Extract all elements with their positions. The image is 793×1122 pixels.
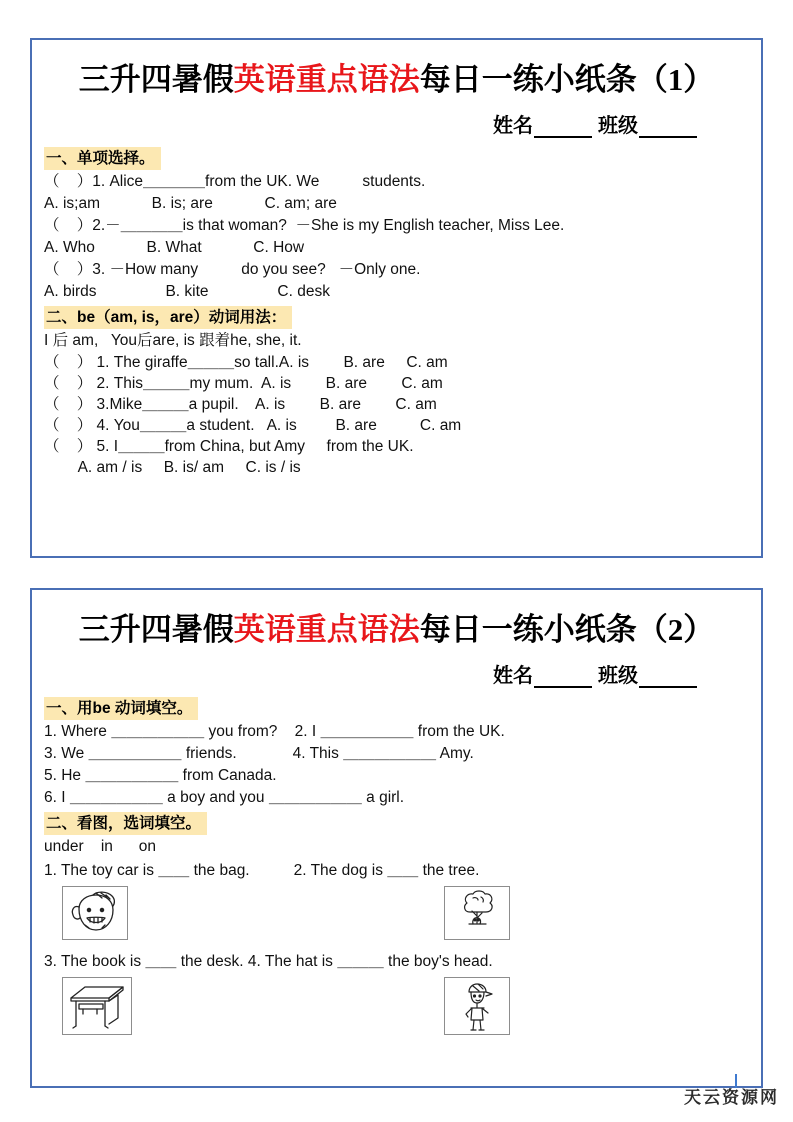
- worksheet-2-title: [44, 604, 749, 649]
- tree-dog-icon: [444, 886, 510, 940]
- section-heading: 二、看图，选词填空。: [44, 812, 207, 835]
- title-highlight: 英语重点语法: [233, 612, 420, 647]
- student-info-row-2: [44, 659, 749, 688]
- question-line: （ ）3. －How many do you see? －Only one.: [44, 261, 421, 278]
- class-label: 班级: [598, 665, 638, 687]
- section-heading: 一、用be 动词填空。: [44, 697, 198, 720]
- name-label: 姓名: [493, 115, 533, 137]
- question-line: （ ） 4. You＿＿＿a student. A. is B. are C. am: [44, 417, 462, 434]
- section-2-2: [44, 809, 749, 1041]
- picture-row-2: [44, 977, 749, 1041]
- question-line: （ ）2.－＿＿＿＿is that woman? －She is my English teacher, Miss Lee.: [44, 217, 565, 234]
- student-info-row-1: [44, 109, 749, 138]
- question-line: （ ） 5. I＿＿＿from China, but Amy from the UK.: [44, 438, 414, 455]
- question-line: A. is;am B. is; are C. am; are: [44, 195, 337, 212]
- name-blank[interactable]: [534, 120, 592, 138]
- name-blank[interactable]: [534, 670, 592, 688]
- picture-row-1: [44, 886, 749, 948]
- worksheet-1-title: [44, 54, 749, 99]
- title-prefix: 三升四暑假: [78, 62, 234, 97]
- section-1-1: [44, 144, 749, 303]
- watermark-text: 天云资源网: [684, 1088, 779, 1107]
- question-line: 1. Where ＿＿＿＿＿＿ you from? 2. I ＿＿＿＿＿＿ from the UK.: [44, 723, 505, 740]
- picture-question-2-text: 2. The dog is ＿＿ the tree.: [293, 862, 480, 879]
- worksheet-panel-1: [30, 38, 763, 558]
- title-highlight: 英语重点语法: [233, 62, 420, 97]
- title-suffix: 每日一练小纸条（1）: [419, 62, 715, 97]
- question-line: A. am / is B. is/ am C. is / is: [44, 459, 301, 476]
- class-blank[interactable]: [639, 120, 697, 138]
- question-line: （ ）1. Alice＿＿＿＿from the UK. We students.: [44, 173, 426, 190]
- picture-question-row-2: 3. The book is ＿＿ the desk. 4. The hat is ＿＿＿ the boy's head.: [44, 953, 493, 970]
- name-label: 姓名: [493, 665, 533, 687]
- question-line: （ ） 3.Mike＿＿＿a pupil. A. is B. are C. am: [44, 396, 437, 413]
- question-line: 5. He ＿＿＿＿＿＿ from Canada.: [44, 767, 277, 784]
- title-prefix: 三升四暑假: [78, 612, 234, 647]
- question-line: A. birds B. kite C. desk: [44, 283, 330, 300]
- section-heading: 一、单项选择。: [44, 147, 161, 170]
- grammar-rule-line: I 后 am, You后are, is 跟着he, she, it.: [44, 332, 302, 349]
- section-1-2: [44, 303, 749, 478]
- boy-cap-icon: [444, 977, 510, 1035]
- class-blank[interactable]: [639, 670, 697, 688]
- section-heading: 二、be（am, is，are）动词用法：: [44, 306, 292, 329]
- question-line: 6. I ＿＿＿＿＿＿ a boy and you ＿＿＿＿＿＿ a girl.: [44, 789, 405, 806]
- word-bank: under in on: [44, 838, 157, 855]
- desk-icon: [62, 977, 132, 1035]
- picture-question-row-1: [44, 860, 749, 882]
- section-2-1: [44, 694, 749, 809]
- worksheet-panel-2: [30, 588, 763, 1088]
- question-line: A. Who B. What C. How: [44, 239, 305, 256]
- schoolbag-icon: [62, 886, 128, 940]
- question-line: （ ） 1. The giraffe＿＿＿so tall.A. is B. are C. am: [44, 354, 448, 371]
- question-line: （ ） 2. This＿＿＿my mum. A. is B. are C. am: [44, 375, 443, 392]
- question-line: 3. We ＿＿＿＿＿＿ friends. 4. This ＿＿＿＿＿＿ Amy.: [44, 745, 474, 762]
- title-suffix: 每日一练小纸条（2）: [419, 612, 715, 647]
- class-label: 班级: [598, 115, 638, 137]
- picture-question-1-text: 1. The toy car is ＿＿ the bag.: [44, 862, 250, 879]
